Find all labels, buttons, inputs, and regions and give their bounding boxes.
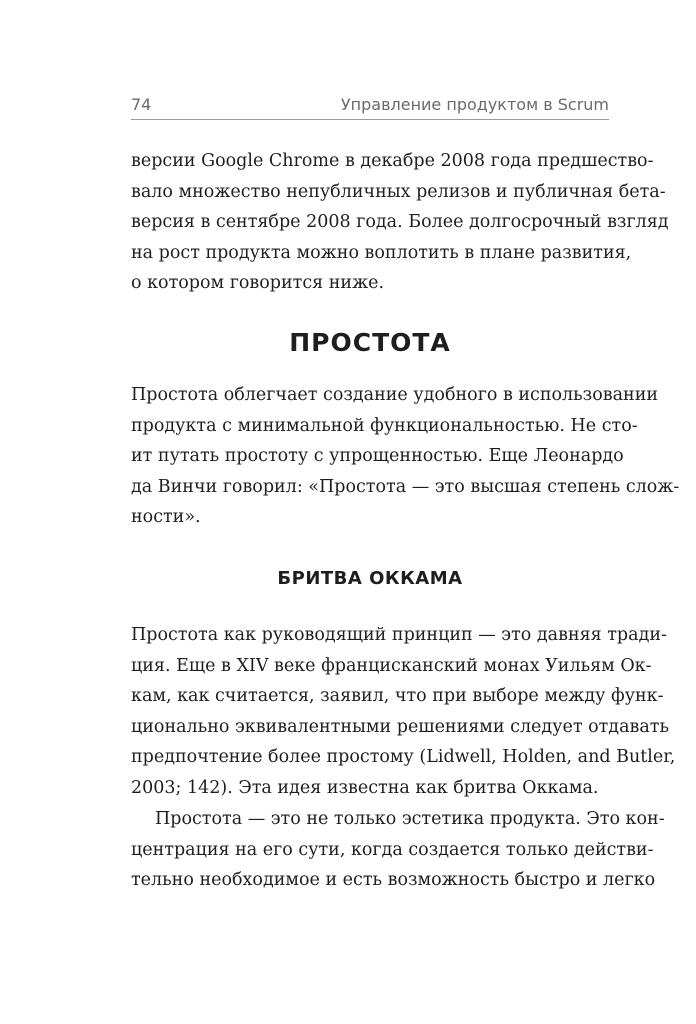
paragraph-simplicity bbox=[131, 380, 680, 533]
text-line: 2003; 142). Эта идея известна как бритва Оккама. bbox=[131, 777, 599, 798]
page-number: 74 bbox=[131, 95, 152, 114]
text-line: центрация на его сути, когда создается только действи- bbox=[131, 839, 654, 860]
text-line: кам, как считается, заявил, что при выборе между функ- bbox=[131, 686, 664, 707]
text-line: да Винчи говорил: «Простота — это высшая степень слож- bbox=[131, 476, 680, 497]
text-line: тельно необходимое и есть возможность быстро и легко bbox=[131, 870, 656, 891]
text-line: ит путать простоту с упрощенностью. Еще Леонардо bbox=[131, 446, 624, 467]
running-title: Управление продуктом в Scrum bbox=[340, 95, 609, 114]
section-heading: ПРОСТОТА bbox=[289, 328, 451, 357]
text-line: на рост продукта можно воплотить в плане развития, bbox=[131, 242, 632, 263]
text-line: версии Google Chrome в декабре 2008 года предшество- bbox=[131, 151, 654, 171]
text-line: версия в сентябре 2008 года. Более долгосрочный взгляд bbox=[131, 212, 669, 233]
paragraph-continued bbox=[131, 146, 669, 299]
text-line: продукта с минимальной функциональностью. Не сто- bbox=[131, 415, 638, 436]
running-header bbox=[131, 93, 609, 120]
text-line: Простота облегчает создание удобного в использовании bbox=[131, 385, 659, 405]
text-line: ности». bbox=[131, 507, 201, 528]
subsection-heading: БРИТВА ОККАМА bbox=[277, 568, 463, 589]
text-line: Простота как руководящий принцип — это давняя тради- bbox=[131, 625, 667, 645]
text-line: предпочтение более простому (Lidwell, Holden, and Butler, bbox=[131, 747, 676, 768]
paragraph-occam bbox=[131, 620, 676, 804]
text-line: Простота — это не только эстетика продукта. Это кон- bbox=[155, 809, 665, 829]
text-line: ционально эквивалентными решениями следует отдавать bbox=[131, 716, 670, 737]
text-line: вало множество непубличных релизов и публичная бета- bbox=[131, 181, 666, 202]
text-line: о котором говорится ниже. bbox=[131, 273, 385, 294]
paragraph-essence bbox=[131, 804, 665, 896]
text-line: ция. Еще в XIV веке францисканский монах Уильям Ок- bbox=[131, 655, 652, 676]
